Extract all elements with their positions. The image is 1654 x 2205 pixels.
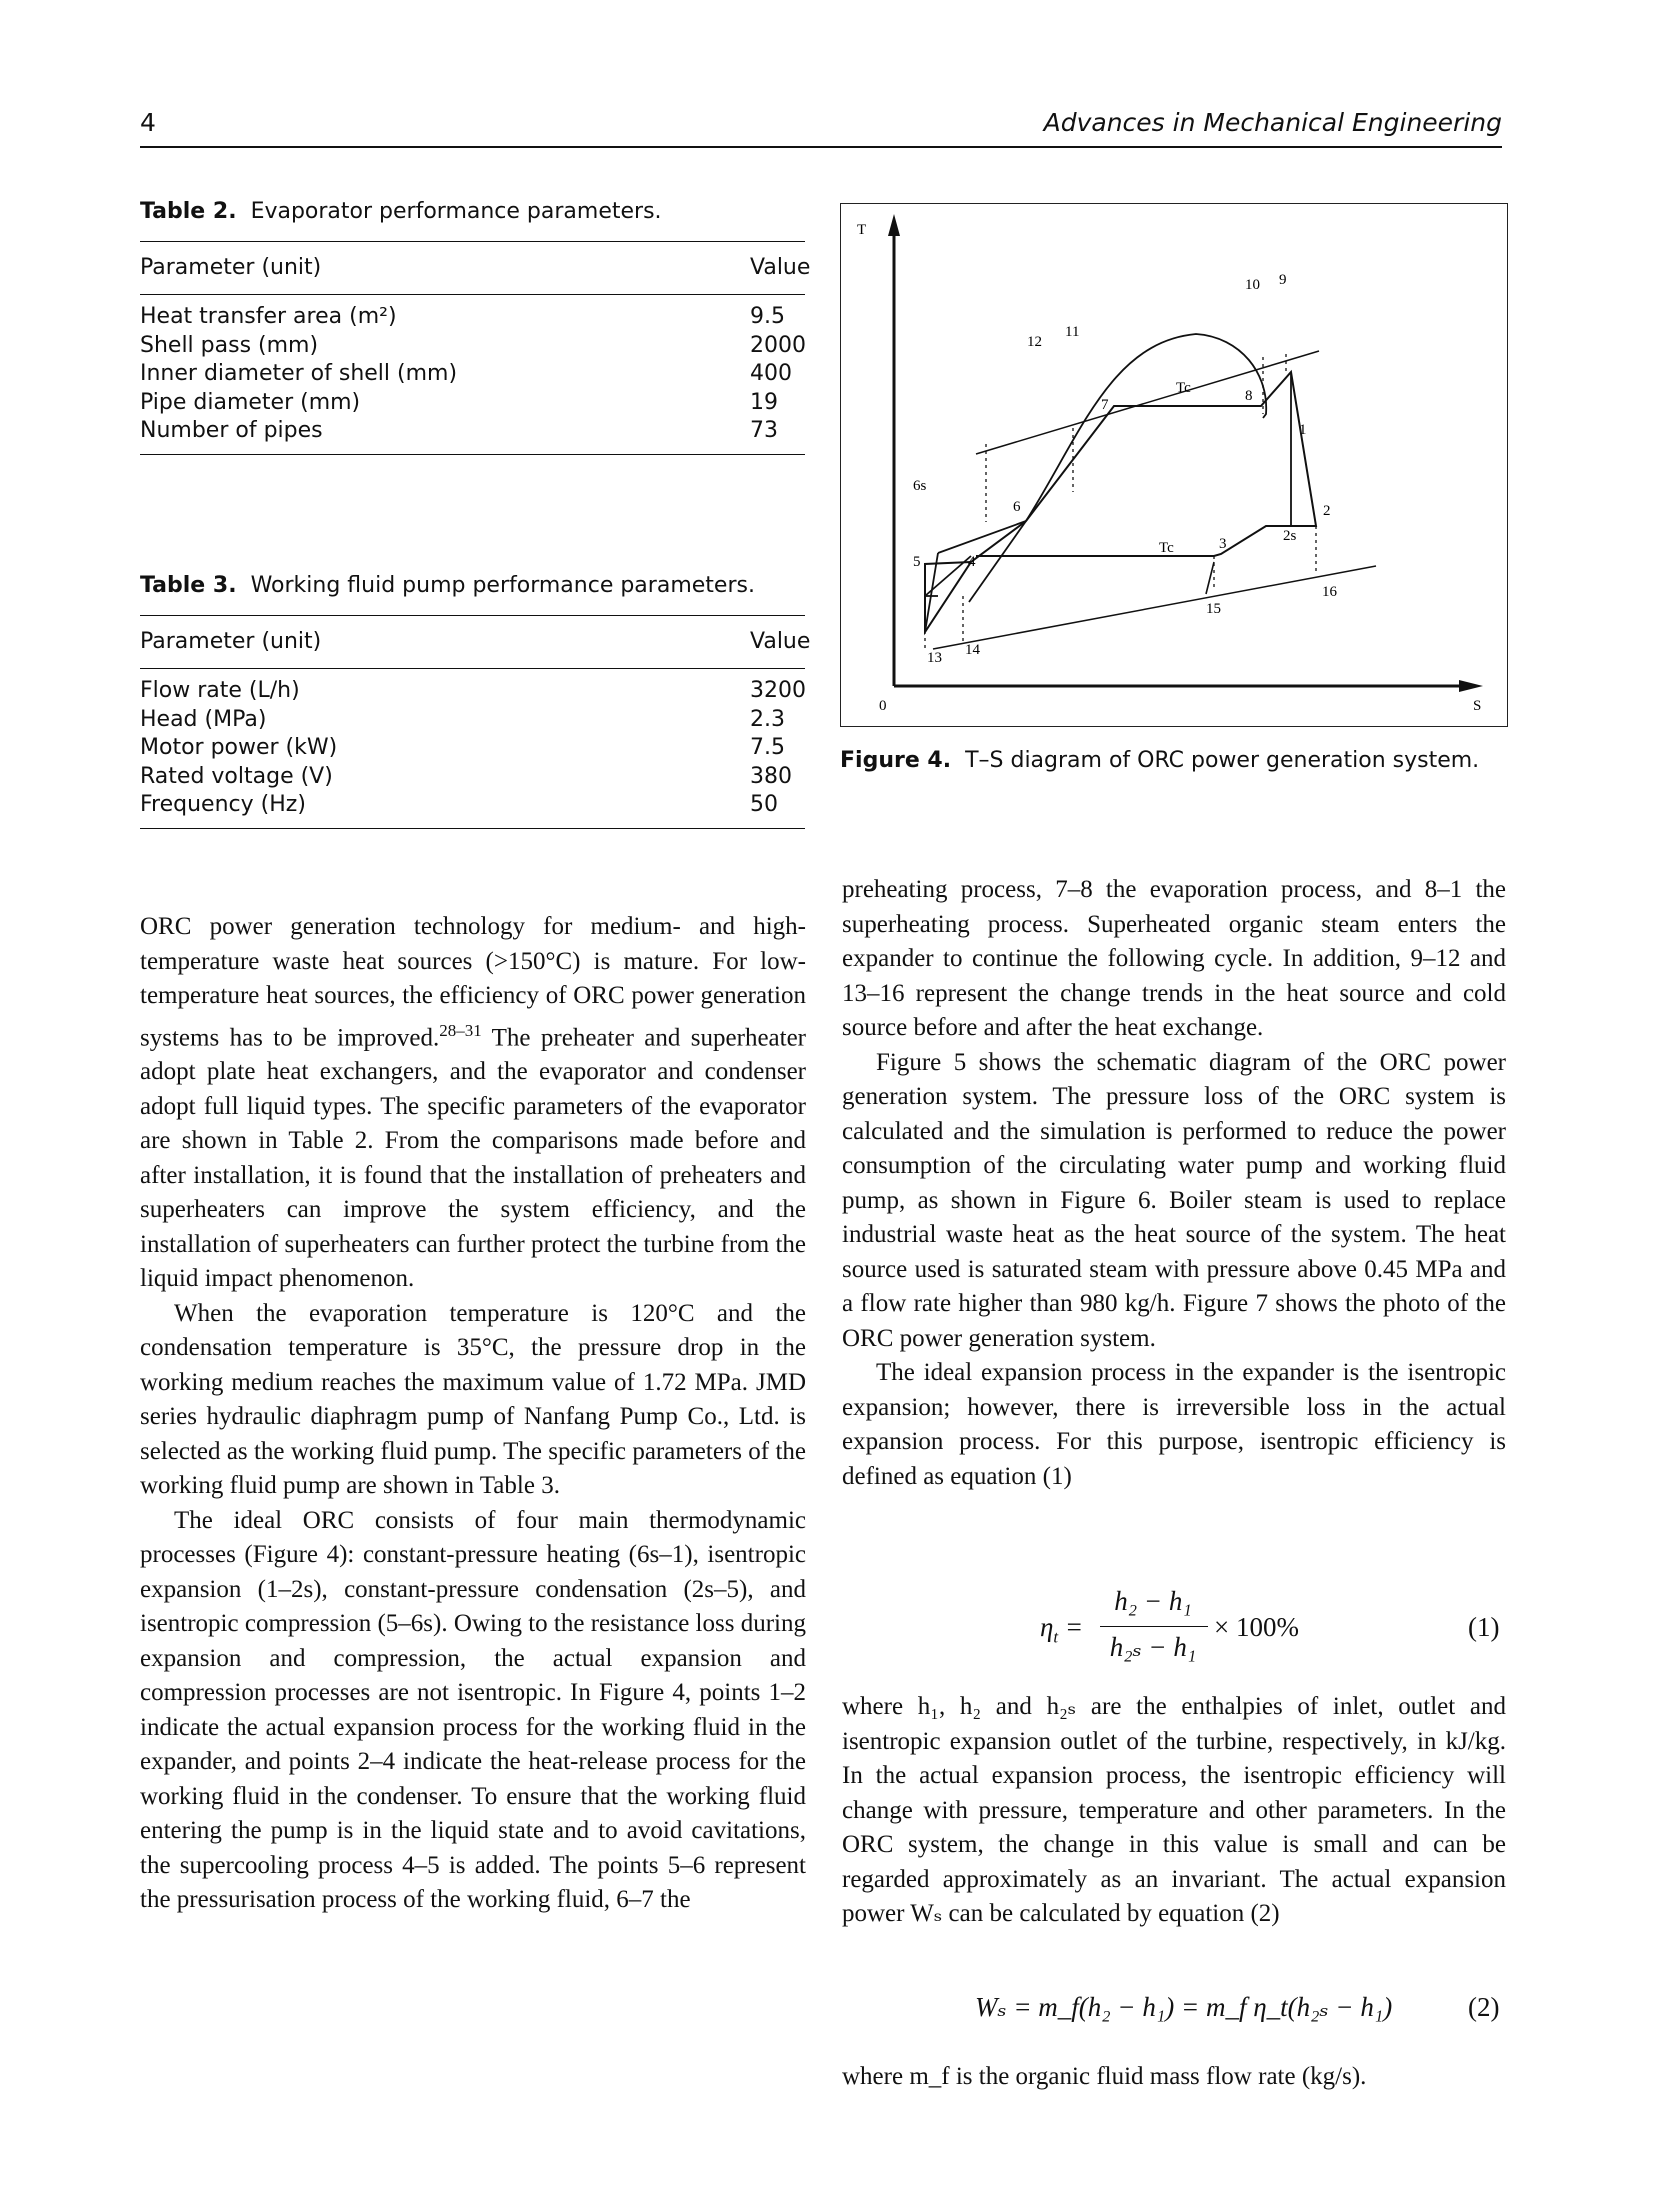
- paragraph: When the evaporation temperature is 120°C and the condensation temperature is 35°C, the pressure drop in the working medium reaches the maximum value of 1.72 MPa. JMD series hydraulic diaphragm pump of Nanfang Pump Co., Ltd. is selected as the working fluid pump. The specific parameters of the working fluid pump are shown in Table 3.: [140, 1299, 806, 1500]
- cell-value: 3200: [750, 678, 806, 703]
- cell-param: Rated voltage (V): [140, 763, 333, 789]
- point-label: 13: [927, 650, 942, 666]
- cell-param: Motor power (kW): [140, 735, 338, 760]
- point-label: 6s: [913, 478, 927, 494]
- table-3-caption: [140, 569, 805, 603]
- cell-param: Pipe diameter (mm): [140, 389, 361, 415]
- tc-label-lower: Tc: [1159, 540, 1174, 556]
- table-row: [140, 303, 805, 332]
- figure-4-caption: [840, 748, 1479, 773]
- table-2: [140, 195, 811, 455]
- cell-value: 73: [750, 418, 778, 443]
- point-label: 7: [1101, 397, 1109, 413]
- eq2-number: (2): [1468, 1992, 1500, 2022]
- table-2-col-param: Parameter (unit): [140, 255, 322, 280]
- s-axis-arrow: [1459, 680, 1483, 692]
- table-2-header: [140, 242, 811, 294]
- point-label: 9: [1279, 272, 1287, 288]
- cell-param: Frequency (Hz): [140, 792, 306, 817]
- point-label: 3: [1219, 536, 1227, 552]
- point-label: 5: [913, 554, 921, 570]
- figure-4-ts-diagram: [840, 203, 1508, 727]
- tc-label-upper: Tc: [1176, 380, 1191, 396]
- point-label: 12: [1027, 334, 1042, 350]
- cell-value: 19: [750, 389, 778, 415]
- table-2-caption: [140, 195, 805, 229]
- point-label: 8: [1245, 388, 1253, 404]
- table-2-title: Evaporator performance parameters.: [250, 199, 662, 224]
- point-label: 10: [1245, 277, 1260, 293]
- table-row: [140, 389, 805, 418]
- cell-value: 400: [750, 361, 792, 386]
- table-row: [140, 360, 805, 389]
- heat-source-line: [976, 351, 1319, 454]
- point-label: 2s: [1283, 528, 1297, 544]
- cell-param: Heat transfer area (m²): [140, 304, 397, 329]
- table-row: [140, 677, 805, 706]
- eq1-denominator: h₂ₛ − h₁: [1109, 1632, 1197, 1662]
- figure-4-caption-text: T–S diagram of ORC power generation system.: [965, 748, 1480, 773]
- table-row: [140, 763, 805, 792]
- point-label: 4: [968, 554, 976, 570]
- origin-label: 0: [879, 698, 887, 714]
- t-axis-arrow: [888, 214, 900, 236]
- eq1-tail: × 100%: [1214, 1612, 1299, 1642]
- paragraph: ORC power generation technology for medium- and high-temperature waste heat sources (>150°C) is mature. For low-temperature heat sources, the efficiency of ORC power generation systems has to be improved.$^{28-31}$ The preheater and superheater adopt plate heat exchangers, and the evaporator and condenser adopt full liquid types. The specific parameters of the evaporator are shown in Table 2. From the comparisons made before and after installation, it is found that the installation of preheaters and superheaters can improve the system efficiency, and the installation of superheaters can further protect the turbine from the liquid impact phenomenon.: [140, 913, 806, 1293]
- paragraph: The ideal ORC consists of four main thermodynamic processes (Figure 4): constant-pressure heating (6s–1), isentropic expansion (1–2s), constant-pressure condensation (2s–5), and isentropic compression (5–6s). Owing to the resistance loss during expansion and compression, the actual expansion and compression processes are not isentropic. In Figure 4, points 1–2 indicate the actual expansion process for the working fluid in the expander, and points 2–4 indicate the heat-release process for the working fluid in the condenser. To ensure that the working fluid entering the pump is in the liquid state and to avoid cavitations, the supercooling process 4–5 is added. The points 5–6 represent the pressurisation process of the working fluid, 6–7 the: [140, 1506, 806, 1914]
- citation: 28–31: [439, 1020, 482, 1040]
- right-column-cont: [842, 1690, 1506, 1932]
- table-3-label: Table 3.: [140, 573, 237, 598]
- eq1-lhs: $\eta_t$ =: [1040, 1612, 1084, 1647]
- cell-param: Head (MPa): [140, 706, 267, 732]
- eq1-number: (1): [1468, 1612, 1500, 1642]
- table-3: [140, 569, 811, 829]
- cell-value: 9.5: [750, 304, 785, 329]
- paragraph: where m_f is the organic fluid mass flow rate (kg/s).: [842, 2063, 1367, 2090]
- paragraph: preheating process, 7–8 the evaporation process, and 8–1 the superheating process. Superheated organic steam enters the expander to continue the following cycle. In addition, 9–12 and 13–16 represent the change trends in the heat source and cold source before and after the heat exchange.: [842, 876, 1506, 1041]
- point-label: 14: [965, 642, 980, 658]
- dashed-guides: [925, 354, 1316, 649]
- dome-right-tail: [1206, 562, 1214, 594]
- point-label: 1: [1299, 422, 1307, 438]
- table-2-label: Table 2.: [140, 199, 237, 224]
- right-column: [842, 873, 1506, 1494]
- line-6s-6: [938, 521, 1026, 553]
- cell-param: Shell pass (mm): [140, 332, 319, 358]
- table-2-col-value: Value: [750, 255, 811, 280]
- table-3-col-value: Value: [750, 629, 811, 654]
- table-row: [140, 332, 805, 361]
- table-row: [140, 706, 805, 735]
- point-label: 11: [1065, 324, 1080, 340]
- paragraph: where h₁, h₂ and h₂ₛ are the enthalpies of inlet, outlet and isentropic expansion outlet of the turbine, respectively, in kJ/kg. In the actual expansion process, the isentropic efficiency will change with pressure, temperature and other parameters. In the ORC system, the change in this value is small and can be regarded approximately as an invariant. The actual expansion power Wₛ can be calculated by equation (2): [842, 1693, 1506, 1927]
- cell-value: 50: [750, 792, 778, 817]
- cell-value: 2.3: [750, 706, 785, 732]
- paragraph: The ideal expansion process in the expander is the isentropic expansion; however, there is irreversible loss in the actual expansion process. For this purpose, isentropic efficiency is defined as equation (1): [842, 1359, 1506, 1490]
- cell-param: Flow rate (L/h): [140, 678, 300, 703]
- eq1-numerator: h₂ − h₁: [1114, 1586, 1192, 1616]
- journal-title: Advances in Mechanical Engineering: [1043, 108, 1502, 137]
- saturation-dome: [969, 334, 1266, 602]
- point-label: 2: [1323, 503, 1331, 519]
- figure-4-label: Figure 4.: [840, 748, 952, 773]
- eq1-fraction-bar: [1100, 1626, 1208, 1627]
- table-row: [140, 791, 805, 820]
- eq2-body: Wₛ = m_f(h₂ − h₁) = m_f η_t(h₂ₛ − h₁): [975, 1992, 1393, 2022]
- cell-param: Inner diameter of shell (mm): [140, 361, 458, 386]
- cell-param: Number of pipes: [140, 418, 323, 443]
- table-3-title: Working fluid pump performance parameters.: [250, 573, 755, 598]
- t-axis-label: T: [857, 222, 867, 238]
- paragraph: Figure 5 shows the schematic diagram of the ORC power generation system. The pressure loss of the ORC system is calculated and the simulation is performed to reduce the power consumption of the circulating water pump and working fluid pump, as shown in Figure 6. Boiler steam is used to replace industrial waste heat as the heat source of the system. The heat source used is saturated steam with pressure above 0.45 MPa and a flow rate higher than 980 kg/h. Figure 7 shows the photo of the ORC power generation system.: [842, 1048, 1506, 1352]
- point-label: 16: [1322, 584, 1337, 600]
- right-column-end: [842, 2060, 1506, 2095]
- point-label: 15: [1206, 601, 1221, 617]
- cell-value: 2000: [750, 332, 806, 358]
- s-axis-label: S: [1473, 698, 1482, 714]
- cell-value: 7.5: [750, 735, 785, 760]
- ts-diagram-svg: [841, 204, 1507, 726]
- table-row: [140, 417, 805, 446]
- table-3-col-param: Parameter (unit): [140, 629, 322, 654]
- table-row: [140, 734, 805, 763]
- cold-source-line: [933, 566, 1376, 649]
- point-label: 6: [1013, 499, 1021, 515]
- left-column: [140, 910, 806, 1918]
- cell-value: 380: [750, 763, 792, 789]
- page-header: [140, 108, 1502, 148]
- page-number: 4: [140, 108, 156, 137]
- table-3-header: [140, 616, 811, 668]
